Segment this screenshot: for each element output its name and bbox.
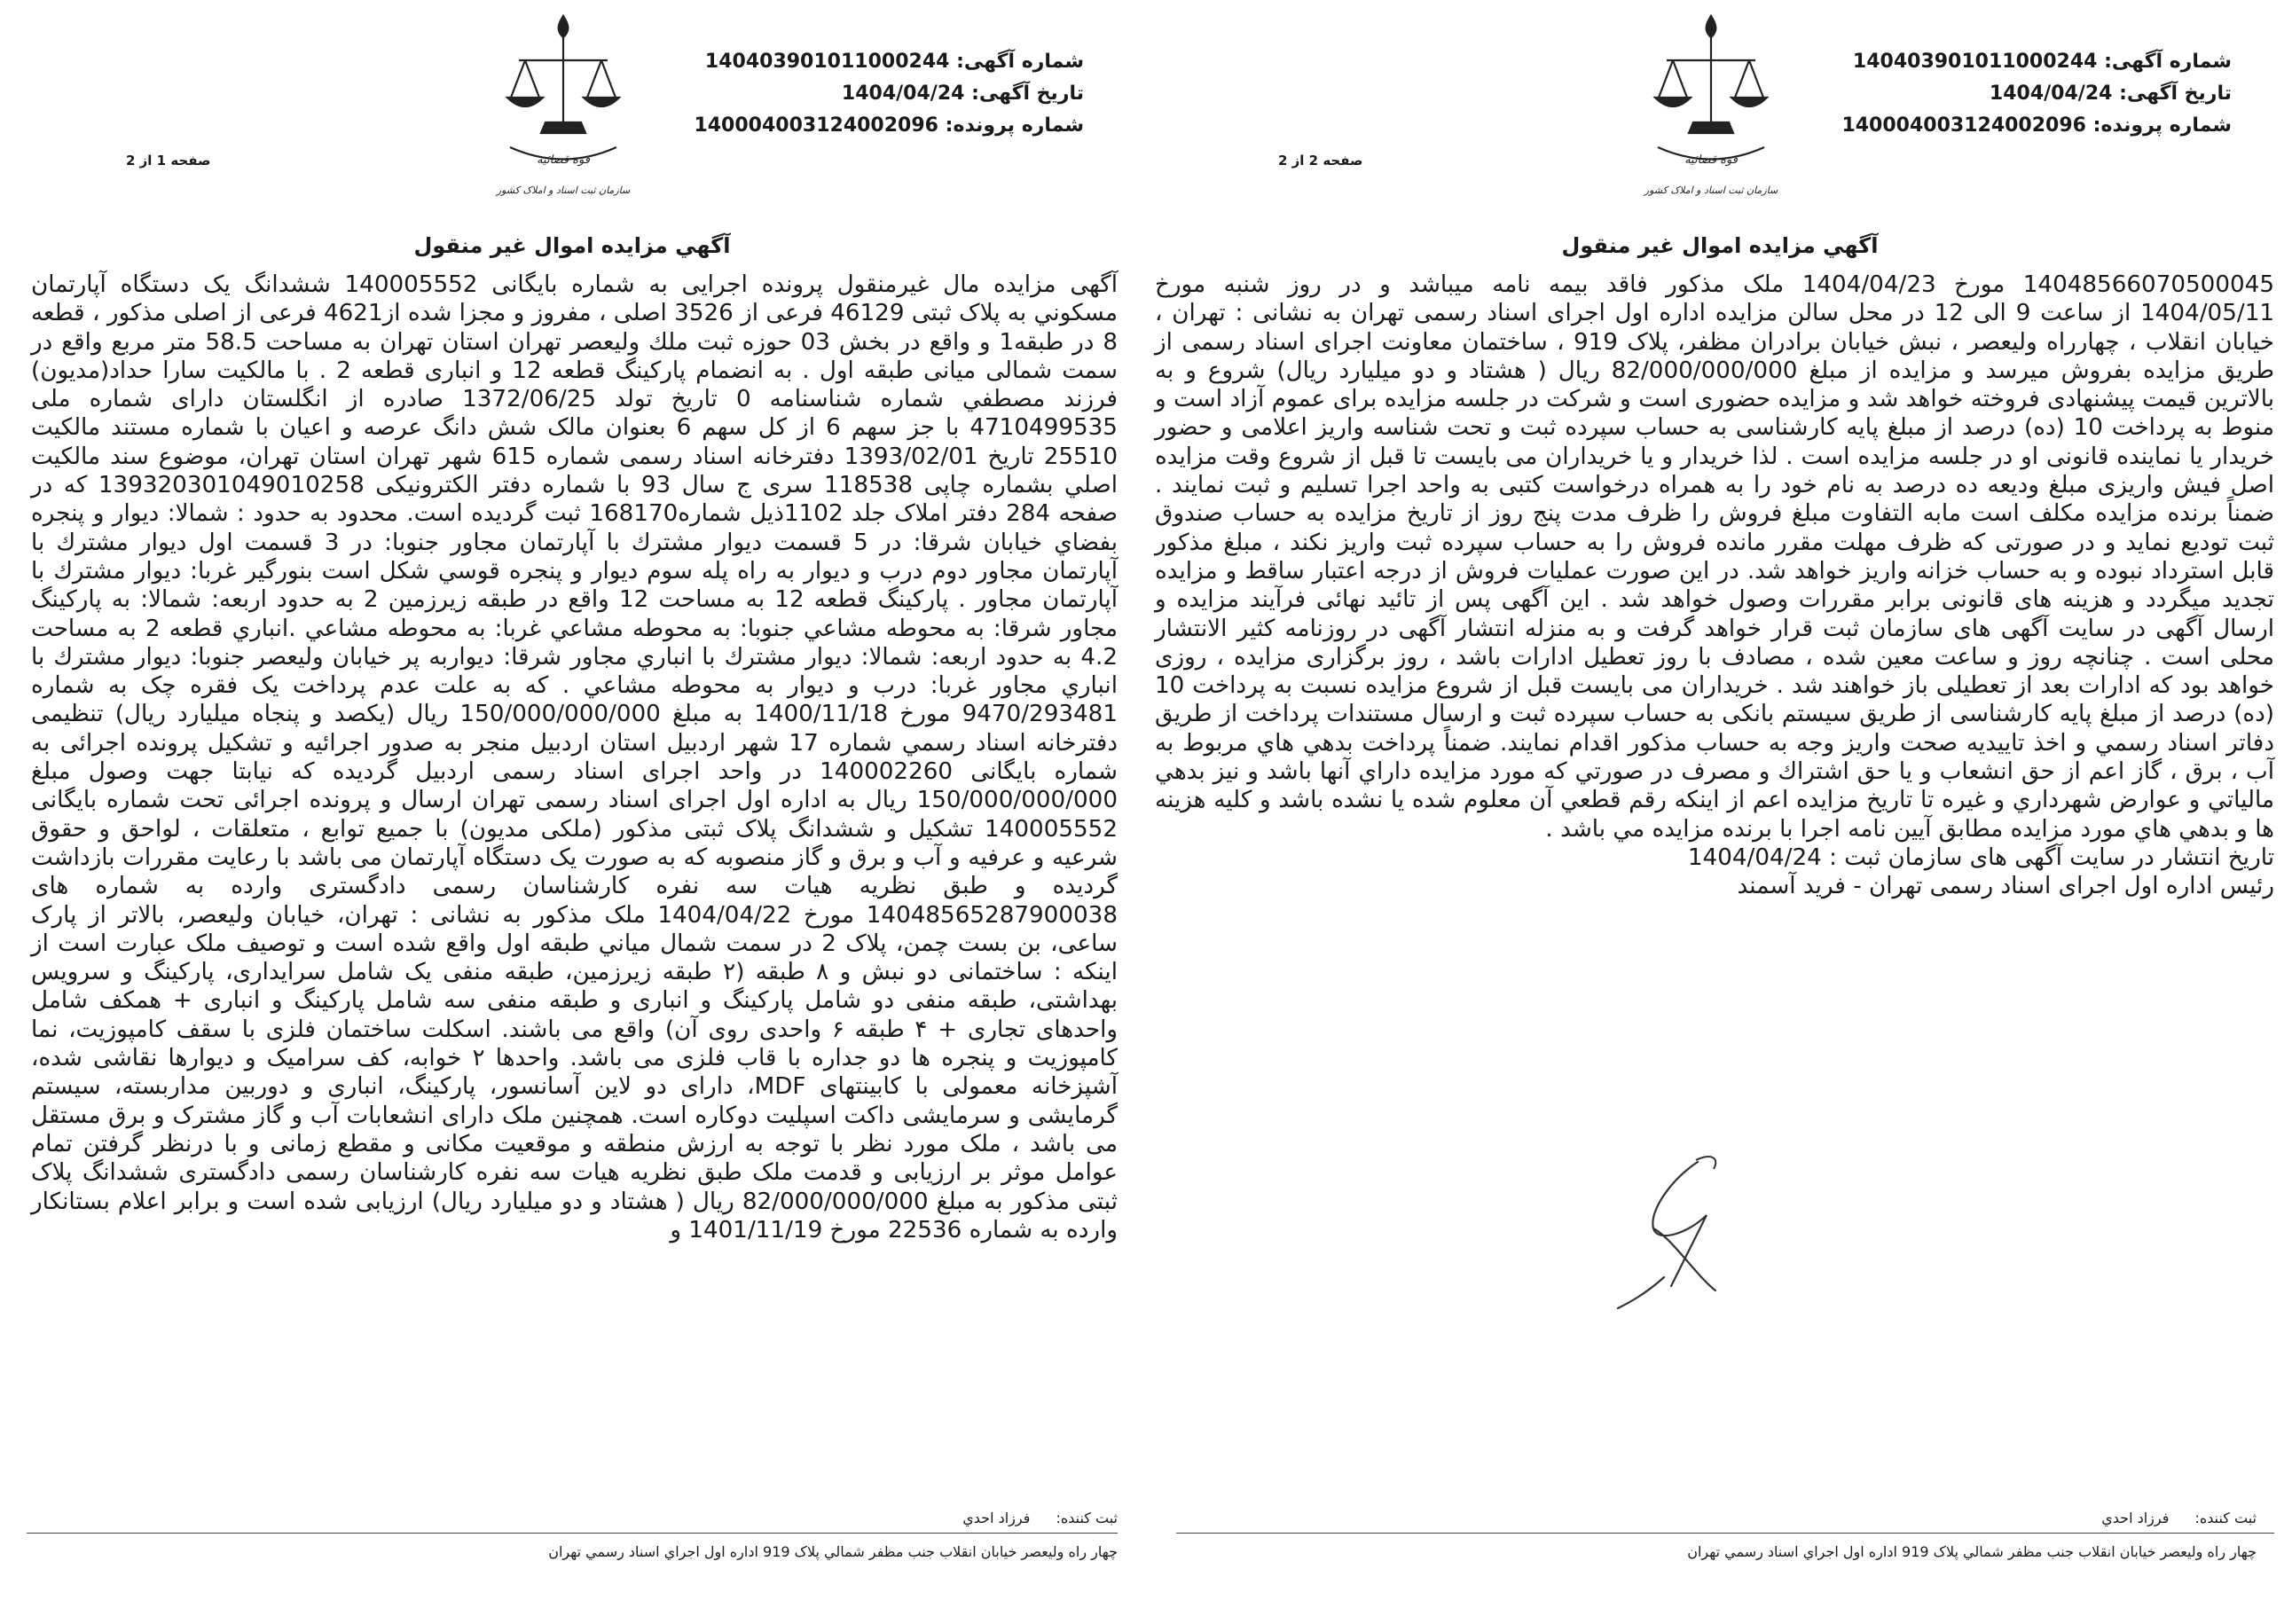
file-number-label: شماره پرونده: (2092, 114, 2232, 137)
emblem-caption-top: قوه قضائیه (1684, 153, 1738, 167)
footer-address: چهار راه وليعصر خيابان انقلاب جنب مظفر شمالي پلاک 919 اداره اول اجراي اسناد رسمي تهران (548, 1543, 1118, 1560)
notice-date-value: 1404/04/24 (1989, 82, 2113, 105)
notice-number-value: 140403901011000244 (1852, 51, 2098, 73)
notice-number-row (1824, 46, 2232, 78)
handwritten-signature-icon (1565, 1144, 1795, 1322)
registrar-label: ثبت کننده: (2194, 1510, 2257, 1526)
notice-title: آگهي مزايده اموال غير منقول (1561, 233, 1879, 258)
registrar-line (2080, 1510, 2257, 1526)
footer-divider (1176, 1533, 2274, 1534)
notice-body-text: آگهی مزایده مال غیرمنقول پرونده اجرایی به شماره بایگانی 140005552 ششدانگ یک دستگاه آپارتمان مسکوني به پلاک ثبتی 46129 فرعی از 3526 اصلی ، مفروز و مجزا شده از4621 فرعی از اصلی مذکور ، قطعه 8 در طبقه1 و واقع در بخش 03 حوزه ثبت ملك وليعصر تهران استان تهران به مساحت 58.5 متر مربع واقع در سمت شمالی میانی طبقه اول . به انضمام پارکینگ قطعه 12 و انباری قطعه 2 . با مالکیت سارا حداد(مدیون) فرزند مصطفي شماره شناسنامه 0 تاریخ تولد 1372/06/25 صادره از انگلستان دارای شماره ملی 4710499535 با جز سهم 6 از کل سهم 6 بعنوان مالک شش دانگ عرصه و اعیان با شماره مستند مالکیت 25510 تاریخ 1393/02/01 دفترخانه اسناد رسمی شماره 615 شهر تهران استان تهران، موضوع سند مالكيت اصلي بشماره چاپی 118538 سری ج سال 93 با شماره دفتر الکترونیکی 139320301049010258 که در صفحه 284 دفتر املاک جلد 1102ذیل شماره168170 ثبت گردیده است. محدود به حدود : شمالا: ديوار و پنجره بفضاي خيابان شرقا: در 5 قسمت ديوار مشترك با آپارتمان مجاور جنوبا: در 3 قسمت اول ديوار مشترك با آپارتمان مجاور دوم درب و ديوار به راه پله سوم ديوار و پنجره قوسي شكل است بنورگير غربا: ديوار مشترك با آپارتمان مجاور . پاركينگ قطعه 12 به مساحت 12 واقع در طبقه زيرزمين 2 به حدود اربعه: شمالا: به پاركينگ مجاور شرقا: به محوطه مشاعي جنوبا: به محوطه مشاعي غربا: به محوطه مشاعي .انباري قطعه 2 به مساحت 4.2 به حدود اربعه: شمالا: ديوار مشترك با انباري مجاور شرقا: ديواربه پر خيابان وليعصر جنوبا: ديوار مشترك با انباري مجاور غربا: درب و ديوار به محوطه مشاعي . که به علت عدم پرداخت یک فقره چک به شماره 9470/293481 مورخ 1400/11/18 به مبلغ 150/000/000/000 ریال (یکصد و پنجاه میلیارد ریال) تنظیمی دفترخانه اسناد رسمي شماره 17 شهر اردبیل استان اردبیل منجر به صدور اجرائیه و تشکیل پرونده اجرائی به شماره بایگانی 140002260 در واحد اجرای اسناد رسمی اردبیل گردیده که نیابتا جهت وصول مبلغ 150/000/000/000 ریال به اداره اول اجرای اسناد رسمی تهران ارسال و پرونده اجرائی تحت شماره بایگانی 140005552 تشکیل و ششدانگ پلاک ثبتی مذکور (ملکی مدیون) با جمیع توابع ، متعلقات ، لواحق و حقوق شرعیه و عرفیه و آب و برق و گاز منصوبه که به صورت یک دستگاه آپارتمان می باشد با رعایت مقررات بازداشت گردیده و طبق نظریه هیات سه نفره کارشناسان رسمی دادگستری وارده به شماره های 14048565287900038 مورخ 1404/04/22 ملک مذکور به نشانی : تهران، خیابان ولیعصر، بالاتر از پارک ساعی، بن بست چمن، پلاک 2 در سمت شمال میاني طبقه اول واقع شده است و توصیف ملک عبارت است از اینکه : ساختمانی دو نبش و ۸ طبقه (۲ طبقه زیرزمین، طبقه منفی یک شامل سرایداری، پارکینگ و سرویس بهداشتی، طبقه منفی دو شامل پارکینگ و انباری و طبقه منفی سه شامل پارکینگ و انباری + همکف شامل واحدهای تجاری + ۴ طبقه ۶ واحدی روی آن) واقع می باشند. اسکلت ساختمان فلزی با سقف کامپوزیت، نما کامپوزیت و پنجره ها دو جداره با قاب فلزی می باشد. واحدها ۲ خوابه، کف سرامیک و دیوارها نقاشی شده، آشپزخانه معمولی با کابینتهای MDF، دارای دو لاین آسانسور، پارکینگ، انباری و دوربین مداربسته، سیستم گرمایشی و سرمایشی داکت اسپلیت دوکاره است. همچنین ملک دارای انشعابات آب و گاز مشترک و برق مستقل می باشد ، ملک مورد نظر با توجه به ارزش منطقه و موقعیت مکانی و مقطع زمانی و با درنظر گرفتن تمام عوامل موثر بر ارزیابی و قدمت ملک طبق نظریه هیات سه نفره کارشناسان رسمی دادگستری ششدانگ پلاک ثبتی مذکور به مبلغ 82/000/000/000 ریال ( هشتاد و دو میلیارد ریال) ارزیابی شده است و برابر اعلام بستانکار وارده به شماره 22536 مورخ 1401/11/19 و (31, 271, 1119, 1243)
notice-body (31, 271, 1118, 1244)
page-number: صفحه 2 از 2 (1278, 153, 1363, 169)
notice-date-label: تاریخ آگهی: (971, 82, 1084, 105)
notice-number-row (676, 46, 1084, 78)
file-number-row (1824, 110, 2232, 142)
notice-date-row (1824, 78, 2232, 110)
file-number-value: 140004003124002096 (1841, 114, 2086, 137)
notice-page-2 (1148, 0, 2292, 1624)
file-number-row (676, 110, 1084, 142)
notice-date-label: تاریخ آگهی: (2119, 82, 2232, 105)
notice-date-row (676, 78, 1084, 110)
emblem-caption-bottom: سازمان ثبت اسناد و املاک کشور (1644, 184, 1778, 196)
registrar-name: فرزاد احدي (2101, 1510, 2170, 1526)
chief-signatory-line: رئیس اداره اول اجرای اسناد رسمی تهران - فرید آسمند (1737, 873, 2274, 900)
notice-page-1 (0, 0, 1144, 1624)
notice-meta-block (1824, 46, 2232, 142)
registrar-name: فرزاد احدي (962, 1510, 1031, 1526)
notice-date-value: 1404/04/24 (841, 82, 965, 105)
notice-number-label: شماره آگهی: (2104, 51, 2232, 73)
file-number-value: 140004003124002096 (694, 114, 938, 137)
emblem-caption-bottom: سازمان ثبت اسناد و املاک کشور (496, 184, 631, 196)
notice-meta-block (676, 46, 1084, 142)
notice-body (1155, 271, 2274, 901)
footer-address: چهار راه وليعصر خيابان انقلاب جنب مظفر شمالي پلاک 919 اداره اول اجراي اسناد رسمي تهران (1687, 1543, 2257, 1560)
notice-number-label: شماره آگهی: (956, 51, 1084, 73)
footer-divider (27, 1533, 1118, 1534)
judiciary-scales-emblem-icon (479, 7, 648, 207)
notice-body-text: 14048566070500045 مورخ 1404/04/23 ملک مذکور فاقد بیمه نامه میباشد و در روز شنبه مورخ 1404/05/11 از ساعت 9 الی 12 در محل سالن مزایده اداره اول اجرای اسناد رسمی تهران به نشانی : تهران ، خیابان انقلاب ، چهارراه ولیعصر ، نبش خیابان برادران مظفر، پلاک 919 ، ساختمان معاونت اجرای اسناد رسمی از طریق مزایده بفروش میرسد و مزایده از مبلغ 82/000/000/000 ریال ( هشتاد و دو میلیارد ریال) شروع و به بالاترین قیمت پیشنهادی فروخته خواهد شد و مزایده حضوری است و شرکت در جلسه مزایده برای عموم آزاد است و منوط به پرداخت 10 (ده) درصد از مبلغ پایه کارشناسی به حساب سپرده ثبت و تحت شناسه واریز اعلامی و حضور خریدار یا نماینده قانونی او در جلسه مزایده است . لذا خریدار و یا خریداران می بایست تا قبل از شروع وقت مزایده اصل فیش واریزی مبلغ ودیعه ده درصد به نام خود را به همراه درخواست کتبی به واحد اجرا تسلیم و ثبت نمایند . ضمناً برنده مزایده مکلف است مابه التفاوت مبلغ فروش را ظرف مدت پنج روز از تاریخ مزایده به حساب صندوق ثبت تودیع نماید و در صورتی که ظرف مهلت مقرر مانده فروش را به حساب سپرده ثبت واریز نکند ، مبلغ مذکور قابل استرداد نبوده و به حساب خزانه واریز خواهد شد. در این صورت عملیات فروش از درجه اعتبار ساقط و مزایده تجدید میگردد و هزینه های قانونی برابر مقررات وصول خواهد شد . این آگهی پس از تائید نهائی فرآیند مزایده و ارسال آگهی در سایت آگهی های سازمان ثبت قرار خواهد گرفت و به منزله انتشار آگهی در روزنامه کثیر الانتشار محلی است . چنانچه روز و ساعت معین شده ، مصادف با روز تعطیل ادارات باشد ، روز برگزاری مزایده ، روزی خواهد بود که ادارات بعد از تعطیلی باز خواهند شد . خریداران می بایست قبل از شروع مزایده نسبت به پرداخت 10 (ده) درصد از مبلغ پایه کارشناسی از طریق سیستم بانکی به حساب سپرده ثبت و ارسال مستندات پرداخت از طریق دفاتر اسناد رسمي و اخذ تاییدیه صحت واریز وجه به حساب مذکور اقدام نمایند. ضمناً پرداخت بدهي هاي مربوط به آب ، برق ، گاز اعم از حق انشعاب و يا حق اشتراك و مصرف در صورتي كه مورد مزايده داراي آنها باشد و نيز بدهي مالياتي و عوارض شهرداري و غيره تا تاريخ مزايده اعم از اينكه رقم قطعي آن معلوم شده يا نشده باشد و كليه هزينه ها و بدهي هاي مورد مزايده مطابق آيين نامه اجرا با برنده مزايده مي باشد . (1155, 271, 2275, 843)
registrar-line (941, 1510, 1118, 1526)
notice-title: آگهي مزايده اموال غير منقول (413, 233, 731, 258)
registrar-label: ثبت کننده: (1056, 1510, 1118, 1526)
emblem-caption-top: قوه قضائیه (537, 153, 590, 167)
page-number: صفحه 1 از 2 (126, 153, 211, 169)
notice-number-value: 140403901011000244 (704, 51, 950, 73)
file-number-label: شماره پرونده: (945, 114, 1084, 137)
judiciary-scales-emblem-icon (1627, 7, 1795, 207)
publish-date-line: تاریخ انتشار در سایت آگهی های سازمان ثبت : 1404/04/24 (1687, 843, 2274, 871)
